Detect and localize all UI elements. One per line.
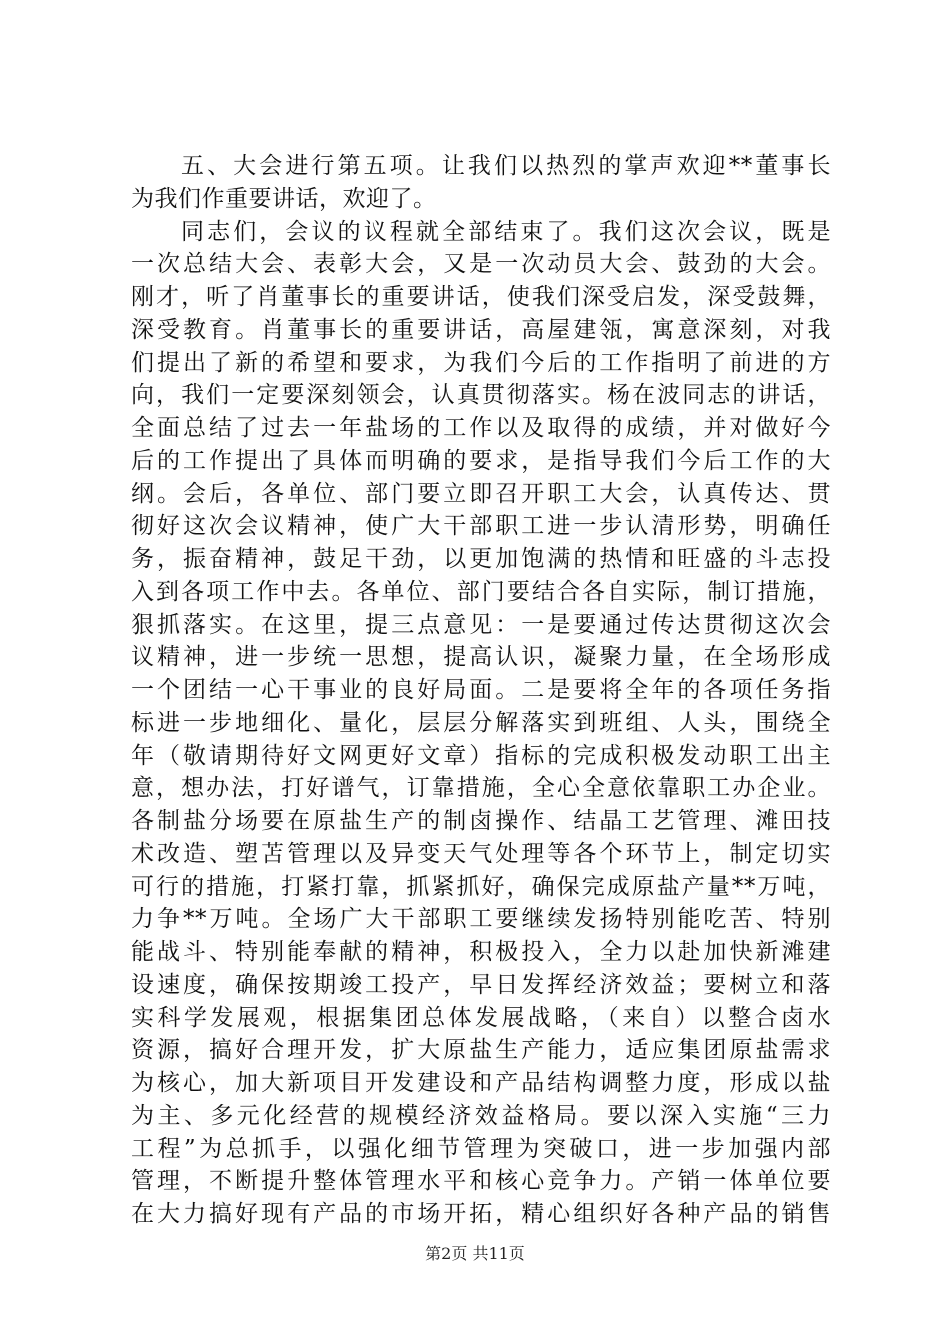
body-text <box>131 150 831 1231</box>
text-line: 为我们作重要讲话，欢迎了。 <box>131 185 437 212</box>
text-line: 刚才，听了肖董事长的重要讲话，使我们深受启发，深受鼓舞， <box>131 284 831 310</box>
text-line: 标进一步地细化、量化，层层分解落实到班组、人头，围绕全 <box>131 709 831 736</box>
text-line: 能战斗、特别能奉献的精神，积极投入，全力以赴加快新滩建 <box>131 939 831 965</box>
text-line: 术改造、塑苫管理以及异变天气处理等各个环节上，制定切实 <box>131 840 831 867</box>
text-line: 一个团结一心干事业的良好局面。二是要将全年的各项任务指 <box>131 677 831 703</box>
text-line: 同志们，会议的议程就全部结束了。我们这次会议，既是 <box>181 218 831 245</box>
text-line: 在大力搞好现有产品的市场开拓，精心组织好各种产品的销售 <box>131 1201 831 1227</box>
text-line: 年（敬请期待好文网更好文章）指标的完成积极发动职工出主 <box>131 742 831 769</box>
text-line: 全面总结了过去一年盐场的工作以及取得的成绩，并对做好今 <box>131 415 831 441</box>
text-line: 各制盐分场要在原盐生产的制卤操作、结晶工艺管理、滩田技 <box>131 808 831 834</box>
text-line: 纲。会后，各单位、部门要立即召开职工大会，认真传达、贯 <box>131 480 831 507</box>
text-line: 议精神，进一步统一思想，提高认识，凝聚力量，在全场形成 <box>131 644 831 671</box>
text-line: 一次总结大会、表彰大会，又是一次动员大会、鼓劲的大会。 <box>131 251 831 278</box>
text-line: 设速度，确保按期竣工投产，早日发挥经济效益；要树立和落 <box>131 971 831 998</box>
text-line: 为核心，加大新项目开发建设和产品结构调整力度，形成以盐 <box>131 1070 831 1096</box>
text-line: 工程”为总抓手，以强化细节管理为突破口，进一步加强内部 <box>131 1135 831 1162</box>
text-line: 入到各项工作中去。各单位、部门要结合各自实际，制订措施， <box>131 578 831 605</box>
text-line: 彻好这次会议精神，使广大干部职工进一步认清形势，明确任 <box>131 513 831 540</box>
text-line: 管理，不断提升整体管理水平和核心竞争力。产销一体单位要 <box>131 1168 831 1195</box>
text-line: 向，我们一定要深刻领会，认真贯彻落实。杨在波同志的讲话， <box>131 382 831 409</box>
page-number-footer: 第2页 共11页 <box>425 1244 525 1263</box>
text-line: 务，振奋精神，鼓足干劲，以更加饱满的热情和旺盛的斗志投 <box>131 546 831 572</box>
text-line: 意，想办法，打好谱气，订靠措施，全心全意依靠职工办企业。 <box>131 775 831 802</box>
text-line: 力争**万吨。全场广大干部职工要继续发扬特别能吃苦、特别 <box>131 906 831 933</box>
text-line: 资源，搞好合理开发，扩大原盐生产能力，适应集团原盐需求 <box>131 1037 831 1064</box>
text-line: 后的工作提出了具体而明确的要求，是指导我们今后工作的大 <box>131 447 831 474</box>
text-line: 们提出了新的希望和要求，为我们今后的工作指明了前进的方 <box>131 349 831 376</box>
text-line: 实科学发展观，根据集团总体发展战略，（来自）以整合卤水 <box>131 1004 831 1031</box>
text-line: 深受教育。肖董事长的重要讲话，高屋建瓴，寓意深刻，对我 <box>131 316 831 343</box>
text-line: 五、大会进行第五项。让我们以热烈的掌声欢迎**董事长 <box>181 153 831 179</box>
text-line: 为主、多元化经营的规模经济效益格局。要以深入实施“三力 <box>131 1102 831 1129</box>
text-line: 可行的措施，打紧打靠，抓紧抓好，确保完成原盐产量**万吨， <box>131 873 831 900</box>
text-line: 狠抓落实。在这里，提三点意见：一是要通过传达贯彻这次会 <box>131 611 831 638</box>
